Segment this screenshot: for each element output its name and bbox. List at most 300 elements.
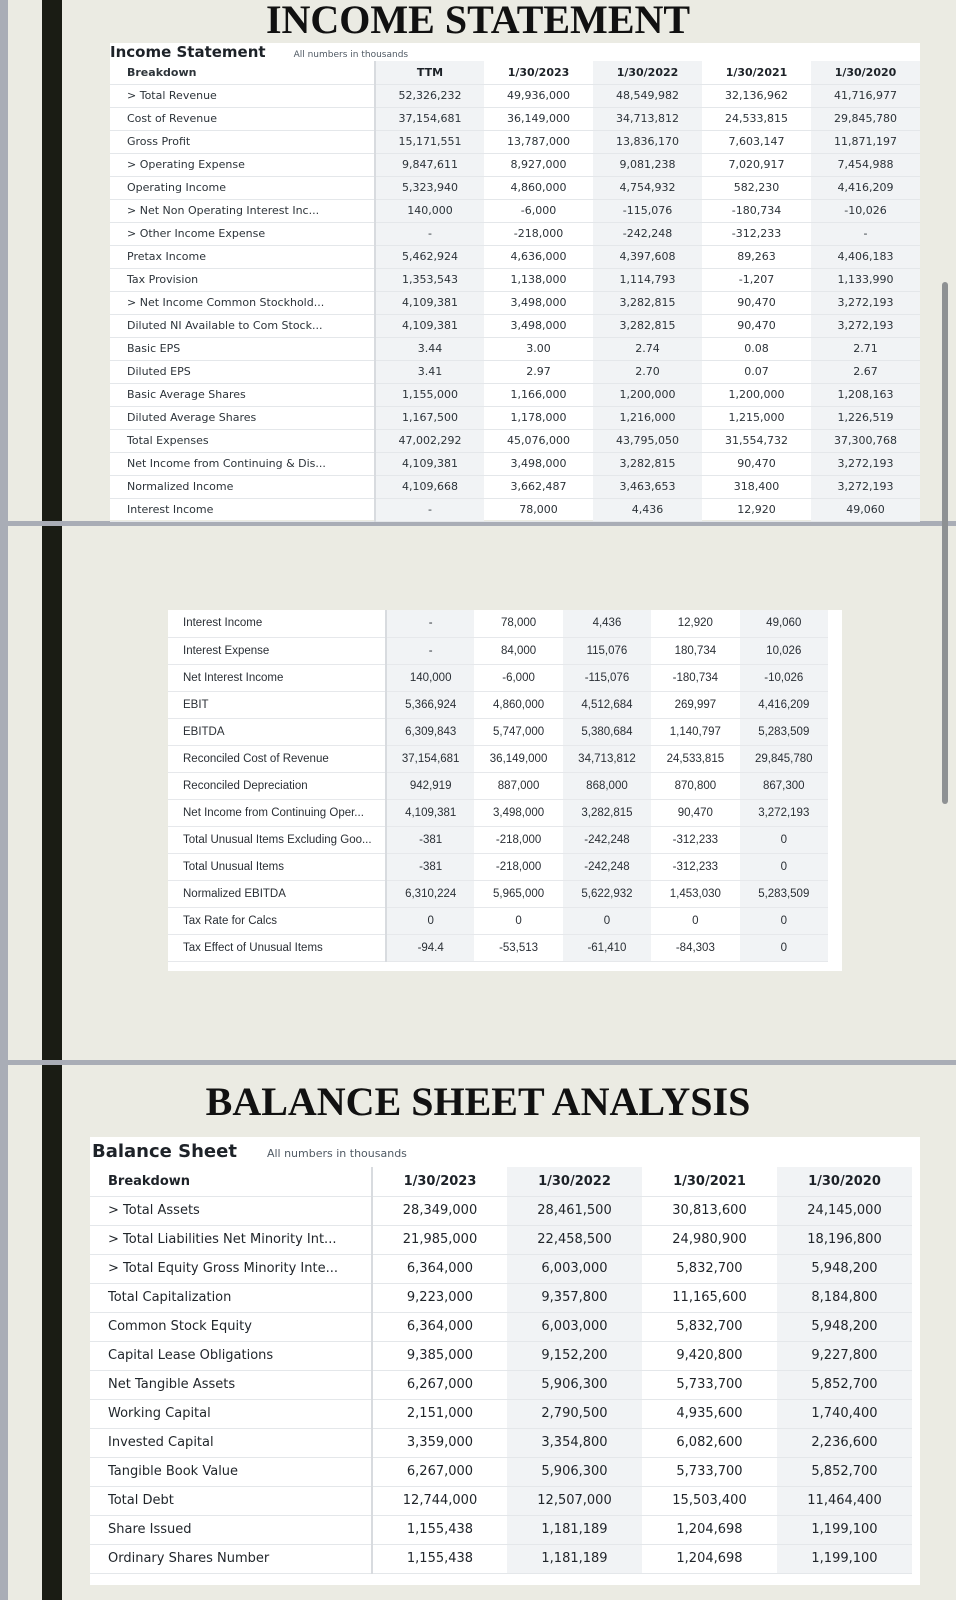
table-row (90, 1312, 912, 1341)
table-row (110, 107, 920, 130)
row-label: Total Unusual Items (168, 853, 386, 880)
row-label: Diluted EPS (110, 360, 375, 383)
table-cell: 1,204,698 (642, 1544, 777, 1573)
table-cell: 24,980,900 (642, 1225, 777, 1254)
table-cell: 49,060 (740, 610, 828, 637)
column-header: 1/30/2023 (372, 1167, 507, 1196)
table-cell: 870,800 (651, 772, 739, 799)
row-label[interactable]: > Total Assets (90, 1196, 372, 1225)
table-cell: 4,754,932 (593, 176, 702, 199)
table-cell: 11,165,600 (642, 1283, 777, 1312)
table-cell: 4,636,000 (484, 245, 593, 268)
table-cell: -115,076 (593, 199, 702, 222)
table-cell: -218,000 (474, 853, 562, 880)
table-cell: 1,453,030 (651, 880, 739, 907)
row-label: Diluted Average Shares (110, 406, 375, 429)
table-row (90, 1486, 912, 1515)
table-cell: 1,181,189 (507, 1544, 642, 1573)
row-label: EBITDA (168, 718, 386, 745)
table-row (110, 406, 920, 429)
table-cell: 1,181,189 (507, 1515, 642, 1544)
table-row (168, 718, 828, 745)
table-row (110, 268, 920, 291)
table-row (168, 745, 828, 772)
table-cell: -242,248 (563, 826, 651, 853)
table-cell: 78,000 (484, 498, 593, 521)
table-cell: 6,003,000 (507, 1312, 642, 1341)
table-cell: 78,000 (474, 610, 562, 637)
table-row (90, 1515, 912, 1544)
breakdown-header: Breakdown (110, 61, 375, 84)
table-cell: 4,512,684 (563, 691, 651, 718)
row-label: EBIT (168, 691, 386, 718)
table-cell: 1,133,990 (811, 268, 920, 291)
row-label: Reconciled Cost of Revenue (168, 745, 386, 772)
row-label: Net Income from Continuing Oper... (168, 799, 386, 826)
column-header: TTM (375, 61, 484, 84)
table-cell: -6,000 (474, 664, 562, 691)
table-cell: 2.97 (484, 360, 593, 383)
table-cell: 942,919 (386, 772, 474, 799)
table-cell: -6,000 (484, 199, 593, 222)
row-label[interactable]: > Operating Expense (110, 153, 375, 176)
table-cell: 3,282,815 (593, 314, 702, 337)
table-cell: 3,272,193 (811, 475, 920, 498)
table-cell: 4,406,183 (811, 245, 920, 268)
table-cell: 2.71 (811, 337, 920, 360)
section-divider-2 (0, 1060, 956, 1065)
table-cell: 0 (740, 853, 828, 880)
table-cell: 5,462,924 (375, 245, 484, 268)
table-row (110, 245, 920, 268)
table-cell: 3.00 (484, 337, 593, 360)
table-cell: 10,026 (740, 637, 828, 664)
table-cell: 7,454,988 (811, 153, 920, 176)
table-row (90, 1544, 912, 1573)
row-label: Reconciled Depreciation (168, 772, 386, 799)
row-label: Diluted NI Available to Com Stock... (110, 314, 375, 337)
table-cell: 89,263 (702, 245, 811, 268)
row-label: Share Issued (90, 1515, 372, 1544)
table-cell: 34,713,812 (593, 107, 702, 130)
table-cell: -242,248 (593, 222, 702, 245)
table-cell: 3,463,653 (593, 475, 702, 498)
table-cell: 0 (740, 934, 828, 961)
table-cell: 9,152,200 (507, 1341, 642, 1370)
table-cell: 3,498,000 (484, 291, 593, 314)
table-row (168, 772, 828, 799)
table-cell: 9,227,800 (777, 1341, 912, 1370)
table-cell: 0.08 (702, 337, 811, 360)
table-cell: - (386, 637, 474, 664)
row-label: Operating Income (110, 176, 375, 199)
table-cell: 45,076,000 (484, 429, 593, 452)
table-cell: 1,166,000 (484, 383, 593, 406)
table-cell: 18,196,800 (777, 1225, 912, 1254)
table-cell: 9,385,000 (372, 1341, 507, 1370)
table-cell: -10,026 (740, 664, 828, 691)
table-cell: 6,310,224 (386, 880, 474, 907)
table-cell: 84,000 (474, 637, 562, 664)
table-cell: 4,860,000 (474, 691, 562, 718)
table-row (168, 610, 828, 637)
table-row (110, 314, 920, 337)
row-label: Tangible Book Value (90, 1457, 372, 1486)
table-cell: 1,215,000 (702, 406, 811, 429)
table-row (90, 1428, 912, 1457)
table-cell: 3,272,193 (811, 291, 920, 314)
table-cell: 1,167,500 (375, 406, 484, 429)
table-cell: 5,747,000 (474, 718, 562, 745)
table-cell: 1,178,000 (484, 406, 593, 429)
table-cell: 1,155,000 (375, 383, 484, 406)
row-label[interactable]: > Other Income Expense (110, 222, 375, 245)
table-row (90, 1196, 912, 1225)
table-cell: 5,948,200 (777, 1254, 912, 1283)
row-label: Basic Average Shares (110, 383, 375, 406)
table-cell: 3,282,815 (593, 452, 702, 475)
table-cell: 140,000 (375, 199, 484, 222)
table-cell: 6,082,600 (642, 1428, 777, 1457)
table-cell: 4,109,381 (386, 799, 474, 826)
table-cell: 13,836,170 (593, 130, 702, 153)
table-cell: -218,000 (484, 222, 593, 245)
table-cell: 41,716,977 (811, 84, 920, 107)
table-cell: 4,436 (563, 610, 651, 637)
table-row (110, 429, 920, 452)
table-cell: 0 (740, 907, 828, 934)
table-cell: 3,282,815 (563, 799, 651, 826)
table-cell: 2.74 (593, 337, 702, 360)
table-cell: 3,498,000 (484, 314, 593, 337)
row-label: Capital Lease Obligations (90, 1341, 372, 1370)
table-cell: 5,283,509 (740, 718, 828, 745)
table-cell: 3,272,193 (811, 314, 920, 337)
table-cell: 7,020,917 (702, 153, 811, 176)
row-label[interactable]: > Net Income Common Stockhold... (110, 291, 375, 314)
table-cell: 4,109,381 (375, 314, 484, 337)
table-cell: 1,740,400 (777, 1399, 912, 1428)
column-header: 1/30/2020 (811, 61, 920, 84)
table-cell: 868,000 (563, 772, 651, 799)
table-cell: 4,416,209 (740, 691, 828, 718)
table-cell: 3,272,193 (740, 799, 828, 826)
table-cell: 11,464,400 (777, 1486, 912, 1515)
table-cell: -1,207 (702, 268, 811, 291)
table-cell: 3,354,800 (507, 1428, 642, 1457)
table-cell: -242,248 (563, 853, 651, 880)
row-label: Net Tangible Assets (90, 1370, 372, 1399)
table-cell: 90,470 (702, 452, 811, 475)
table-cell: 52,326,232 (375, 84, 484, 107)
table-cell: 11,871,197 (811, 130, 920, 153)
table-cell: 4,860,000 (484, 176, 593, 199)
table-row (110, 452, 920, 475)
table-cell: 0 (740, 826, 828, 853)
table-cell: 90,470 (702, 291, 811, 314)
table-row (110, 337, 920, 360)
table-cell: 32,136,962 (702, 84, 811, 107)
table-cell: 6,267,000 (372, 1370, 507, 1399)
row-label: Ordinary Shares Number (90, 1544, 372, 1573)
income-statement-units-note: All numbers in thousands (293, 50, 409, 60)
income-statement-heading: INCOME STATEMENT (265, 0, 691, 42)
table-cell: 90,470 (651, 799, 739, 826)
table-cell: 1,204,698 (642, 1515, 777, 1544)
row-label[interactable]: > Net Non Operating Interest Inc... (110, 199, 375, 222)
balance-sheet-table (90, 1167, 912, 1574)
table-row (110, 222, 920, 245)
table-cell: 5,852,700 (777, 1457, 912, 1486)
section-divider-1 (0, 521, 956, 526)
table-cell: 24,533,815 (651, 745, 739, 772)
table-cell: 5,380,684 (563, 718, 651, 745)
table-cell: -312,233 (651, 853, 739, 880)
scrollbar-thumb[interactable] (942, 282, 948, 804)
table-cell: 1,200,000 (593, 383, 702, 406)
table-cell: 7,603,147 (702, 130, 811, 153)
balance-sheet-units-note: All numbers in thousands (266, 1147, 407, 1160)
table-cell: - (386, 610, 474, 637)
row-label: Pretax Income (110, 245, 375, 268)
row-label: Net Income from Continuing & Dis... (110, 452, 375, 475)
table-cell: 5,733,700 (642, 1457, 777, 1486)
table-cell: 29,845,780 (740, 745, 828, 772)
table-cell: 1,200,000 (702, 383, 811, 406)
table-cell: 4,397,608 (593, 245, 702, 268)
row-label: Invested Capital (90, 1428, 372, 1457)
table-header-row (110, 61, 920, 84)
table-cell: -381 (386, 853, 474, 880)
table-cell: 4,416,209 (811, 176, 920, 199)
table-cell: 24,145,000 (777, 1196, 912, 1225)
table-cell: 1,155,438 (372, 1515, 507, 1544)
table-cell: -10,026 (811, 199, 920, 222)
table-cell: 0 (386, 907, 474, 934)
table-cell: 9,223,000 (372, 1283, 507, 1312)
table-cell: 21,985,000 (372, 1225, 507, 1254)
table-cell: 6,364,000 (372, 1254, 507, 1283)
table-row (168, 799, 828, 826)
table-cell: 37,300,768 (811, 429, 920, 452)
table-cell: 5,906,300 (507, 1457, 642, 1486)
table-cell: 22,458,500 (507, 1225, 642, 1254)
column-header: 1/30/2022 (507, 1167, 642, 1196)
row-label[interactable]: > Total Revenue (110, 84, 375, 107)
row-label: Tax Effect of Unusual Items (168, 934, 386, 961)
table-cell: 13,787,000 (484, 130, 593, 153)
table-cell: 4,109,381 (375, 291, 484, 314)
column-header: 1/30/2020 (777, 1167, 912, 1196)
table-cell: 49,936,000 (484, 84, 593, 107)
table-cell: 1,353,543 (375, 268, 484, 291)
table-cell: 1,199,100 (777, 1515, 912, 1544)
row-label: Working Capital (90, 1399, 372, 1428)
table-cell: 318,400 (702, 475, 811, 498)
table-cell: 2.70 (593, 360, 702, 383)
table-cell: 2,151,000 (372, 1399, 507, 1428)
table-cell: 5,366,924 (386, 691, 474, 718)
table-row (110, 176, 920, 199)
table-cell: 140,000 (386, 664, 474, 691)
table-cell: 3,272,193 (811, 452, 920, 475)
income-statement-table (110, 61, 920, 522)
table-row (168, 934, 828, 961)
table-row (90, 1457, 912, 1486)
table-cell: 15,171,551 (375, 130, 484, 153)
row-label: Total Expenses (110, 429, 375, 452)
income-statement-title: Income Statement (110, 43, 266, 61)
table-cell: 1,226,519 (811, 406, 920, 429)
table-row (110, 383, 920, 406)
table-row (90, 1399, 912, 1428)
income-statement-continued-table (168, 610, 828, 962)
row-label: Interest Income (110, 498, 375, 521)
row-label: Tax Rate for Calcs (168, 907, 386, 934)
table-cell: 31,554,732 (702, 429, 811, 452)
table-cell: 36,149,000 (484, 107, 593, 130)
table-cell: 29,845,780 (811, 107, 920, 130)
table-cell: -312,233 (651, 826, 739, 853)
row-label: Cost of Revenue (110, 107, 375, 130)
table-cell: -381 (386, 826, 474, 853)
table-cell: 2,790,500 (507, 1399, 642, 1428)
table-cell: 3.44 (375, 337, 484, 360)
row-label: Gross Profit (110, 130, 375, 153)
row-label: Tax Provision (110, 268, 375, 291)
table-cell: 4,109,381 (375, 452, 484, 475)
table-cell: 4,935,600 (642, 1399, 777, 1428)
table-cell: 12,920 (702, 498, 811, 521)
table-cell: 5,283,509 (740, 880, 828, 907)
balance-sheet-heading: BALANCE SHEET ANALYSIS (205, 1079, 751, 1124)
column-header: 1/30/2021 (702, 61, 811, 84)
table-cell: 269,997 (651, 691, 739, 718)
table-cell: 0 (474, 907, 562, 934)
table-row (168, 853, 828, 880)
row-label: Interest Expense (168, 637, 386, 664)
row-label[interactable]: > Total Equity Gross Minority Inte... (90, 1254, 372, 1283)
table-cell: 47,002,292 (375, 429, 484, 452)
breakdown-header: Breakdown (90, 1167, 372, 1196)
table-cell: 1,138,000 (484, 268, 593, 291)
table-row (110, 360, 920, 383)
table-row (110, 291, 920, 314)
table-cell: - (811, 222, 920, 245)
row-label: Basic EPS (110, 337, 375, 360)
table-row (110, 498, 920, 521)
table-cell: 0.07 (702, 360, 811, 383)
table-cell: 9,357,800 (507, 1283, 642, 1312)
left-black-bar (42, 0, 62, 1600)
table-cell: 6,003,000 (507, 1254, 642, 1283)
table-cell: -180,734 (651, 664, 739, 691)
table-row (168, 637, 828, 664)
table-cell: -53,513 (474, 934, 562, 961)
table-cell: - (375, 222, 484, 245)
table-cell: 1,114,793 (593, 268, 702, 291)
table-cell: 115,076 (563, 637, 651, 664)
table-row (168, 880, 828, 907)
table-cell: 9,081,238 (593, 153, 702, 176)
table-cell: -312,233 (702, 222, 811, 245)
table-row (90, 1254, 912, 1283)
table-cell: 37,154,681 (386, 745, 474, 772)
table-cell: 6,267,000 (372, 1457, 507, 1486)
left-edge-strip (0, 0, 8, 1600)
table-cell: 37,154,681 (375, 107, 484, 130)
table-cell: 30,813,600 (642, 1196, 777, 1225)
table-cell: 1,199,100 (777, 1544, 912, 1573)
row-label: Common Stock Equity (90, 1312, 372, 1341)
table-cell: 6,364,000 (372, 1312, 507, 1341)
row-label: Normalized Income (110, 475, 375, 498)
table-row (90, 1283, 912, 1312)
row-label[interactable]: > Total Liabilities Net Minority Int... (90, 1225, 372, 1254)
table-cell: 2,236,600 (777, 1428, 912, 1457)
table-cell: 3,498,000 (484, 452, 593, 475)
table-cell: 3.41 (375, 360, 484, 383)
table-cell: 24,533,815 (702, 107, 811, 130)
table-row (110, 153, 920, 176)
table-row (110, 475, 920, 498)
row-label: Total Unusual Items Excluding Goo... (168, 826, 386, 853)
table-row (168, 664, 828, 691)
table-cell: 5,965,000 (474, 880, 562, 907)
table-cell: -180,734 (702, 199, 811, 222)
table-cell: 3,282,815 (593, 291, 702, 314)
table-cell: 5,852,700 (777, 1370, 912, 1399)
table-cell: 1,155,438 (372, 1544, 507, 1573)
table-cell: 8,927,000 (484, 153, 593, 176)
table-cell: 12,920 (651, 610, 739, 637)
table-header-row (90, 1167, 912, 1196)
table-cell: 12,507,000 (507, 1486, 642, 1515)
row-label: Total Debt (90, 1486, 372, 1515)
table-cell: 28,461,500 (507, 1196, 642, 1225)
table-cell: 36,149,000 (474, 745, 562, 772)
table-cell: 3,359,000 (372, 1428, 507, 1457)
table-cell: -218,000 (474, 826, 562, 853)
table-cell: 0 (651, 907, 739, 934)
table-cell: 9,420,800 (642, 1341, 777, 1370)
income-statement-continued-panel (168, 610, 842, 971)
balance-sheet-panel (90, 1137, 920, 1585)
table-cell: 887,000 (474, 772, 562, 799)
table-cell: 5,906,300 (507, 1370, 642, 1399)
income-statement-panel (110, 43, 920, 520)
column-header: 1/30/2021 (642, 1167, 777, 1196)
table-cell: 43,795,050 (593, 429, 702, 452)
balance-sheet-title: Balance Sheet (92, 1141, 237, 1162)
table-cell: 1,216,000 (593, 406, 702, 429)
table-cell: -84,303 (651, 934, 739, 961)
table-cell: 28,349,000 (372, 1196, 507, 1225)
table-cell: 34,713,812 (563, 745, 651, 772)
table-row (110, 130, 920, 153)
table-row (90, 1341, 912, 1370)
table-cell: 2.67 (811, 360, 920, 383)
row-label: Normalized EBITDA (168, 880, 386, 907)
table-row (110, 84, 920, 107)
table-cell: 5,948,200 (777, 1312, 912, 1341)
table-cell: 5,622,932 (563, 880, 651, 907)
table-cell: 5,733,700 (642, 1370, 777, 1399)
table-cell: 3,498,000 (474, 799, 562, 826)
table-cell: 3,662,487 (484, 475, 593, 498)
table-cell: 4,436 (593, 498, 702, 521)
table-cell: -115,076 (563, 664, 651, 691)
